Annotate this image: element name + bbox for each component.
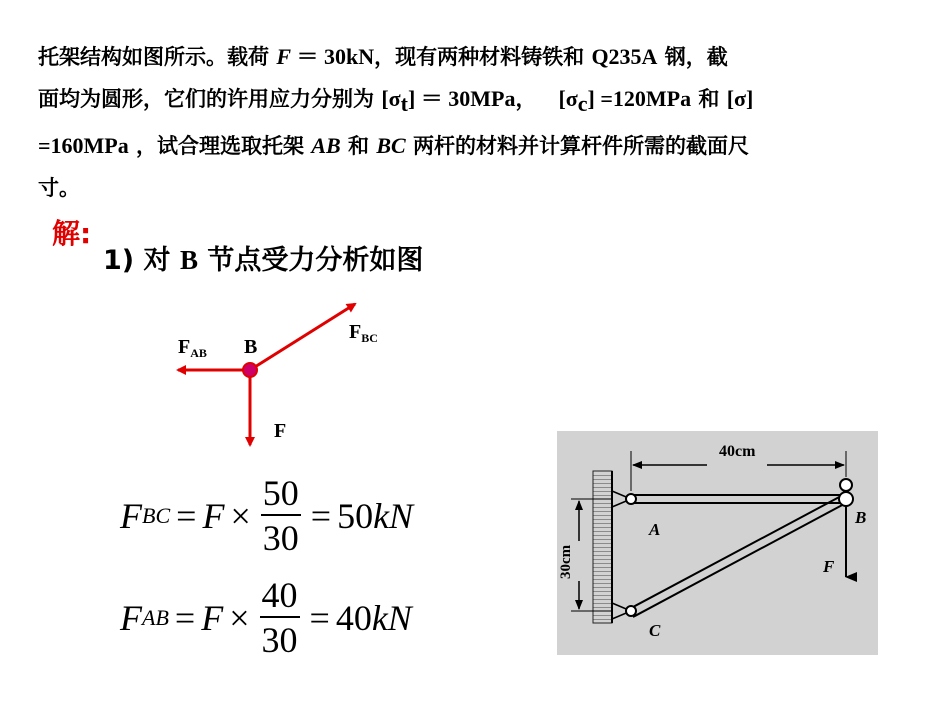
problem-text: 托架结构如图所示。载荷 (38, 45, 277, 69)
problem-text: ， (515, 87, 537, 111)
eq-result: 50 (337, 496, 374, 536)
node-b (243, 363, 257, 377)
label-a: A (649, 520, 661, 539)
solution-label: 解: (52, 217, 92, 250)
eq-equals: = (310, 496, 332, 536)
eq-lhs: F (120, 598, 142, 638)
eq-times: × (230, 496, 251, 536)
eq-load: F (202, 496, 225, 536)
dim-width-label: 40cm (719, 443, 756, 460)
problem-text: 和 (340, 134, 377, 159)
free-body-diagram (150, 290, 410, 460)
load-value: ＝ 30kN (291, 44, 375, 69)
node-b-label: B (244, 336, 258, 358)
eq-lhs-sub: BC (142, 503, 171, 528)
load-label: F (274, 420, 287, 442)
pin-c (626, 606, 636, 616)
stress-subscript: t (400, 91, 408, 117)
pin-b (839, 492, 853, 506)
force-ab-label: $F_{AB}$ (178, 336, 207, 360)
eq-fraction (260, 576, 300, 660)
member-bc-bar (633, 503, 846, 617)
eq-load: F (201, 598, 224, 638)
eq-denominator: 30 (262, 518, 299, 558)
steel-grade: Q235A (591, 44, 658, 69)
stress-symbol: [σ (558, 86, 578, 111)
label-b: B (855, 508, 867, 527)
tensile-stress-value: ] ＝ 30MPa (407, 86, 516, 111)
eq-result: 40 (335, 598, 372, 638)
eq-fraction (261, 474, 301, 558)
problem-text: ，现有两种材料铸铁和 (374, 45, 592, 69)
compressive-stress-value: ] =120MPa (587, 86, 692, 111)
stress-symbol: [σ (381, 86, 401, 111)
problem-line-3 (38, 125, 918, 167)
label-c: C (649, 621, 661, 640)
problem-line-4: 寸。 (38, 176, 80, 201)
eq-equals: = (309, 598, 330, 638)
eq-lhs-sub: AB (142, 605, 169, 630)
force-bc-arrow (250, 304, 355, 370)
step-number: 1) (103, 245, 135, 276)
force-bc-label: $F_{BC}$ (349, 321, 378, 345)
eq-lhs: F (120, 496, 142, 536)
step-text: 对 (134, 245, 180, 276)
problem-text: ，试合理选取托架 (128, 134, 312, 159)
member-bc: BC (376, 133, 406, 159)
eq-numerator: 40 (260, 576, 300, 618)
equation-fbc (120, 473, 414, 558)
eq-unit: kN (373, 496, 414, 536)
step-title (103, 238, 423, 277)
eq-equals: = (176, 496, 197, 536)
step-text: 节点受力分析如图 (197, 245, 424, 276)
eq-unit: kN (371, 598, 412, 638)
label-f: F (823, 557, 835, 576)
problem-text: 和 (691, 87, 727, 111)
pin-a (626, 494, 636, 504)
eq-times: × (229, 598, 250, 638)
member-ab: AB (311, 133, 341, 159)
eq-equals: = (174, 598, 196, 638)
problem-statement (38, 36, 918, 209)
problem-text: 钢，截 (657, 45, 728, 69)
stress-subscript: c (577, 91, 588, 117)
equation-fab (120, 575, 412, 660)
eq-denominator: 30 (261, 620, 298, 660)
eq-numerator: 50 (261, 474, 301, 516)
steel-stress-value: =160MPa (38, 133, 129, 159)
problem-text: 两杆的材料并计算杆件所需的截面尺 (405, 134, 750, 159)
load-symbol: F (276, 44, 291, 69)
wall-support (593, 471, 612, 623)
dim-height-label: 30cm (558, 544, 574, 579)
problem-line-1 (38, 36, 918, 78)
stress-symbol: [σ] (726, 86, 754, 111)
bracket-figure (557, 431, 878, 655)
step-node: B (179, 245, 198, 275)
problem-line-2 (38, 78, 918, 125)
problem-text: 面均为圆形，它们的许用应力分别为 (38, 87, 382, 111)
